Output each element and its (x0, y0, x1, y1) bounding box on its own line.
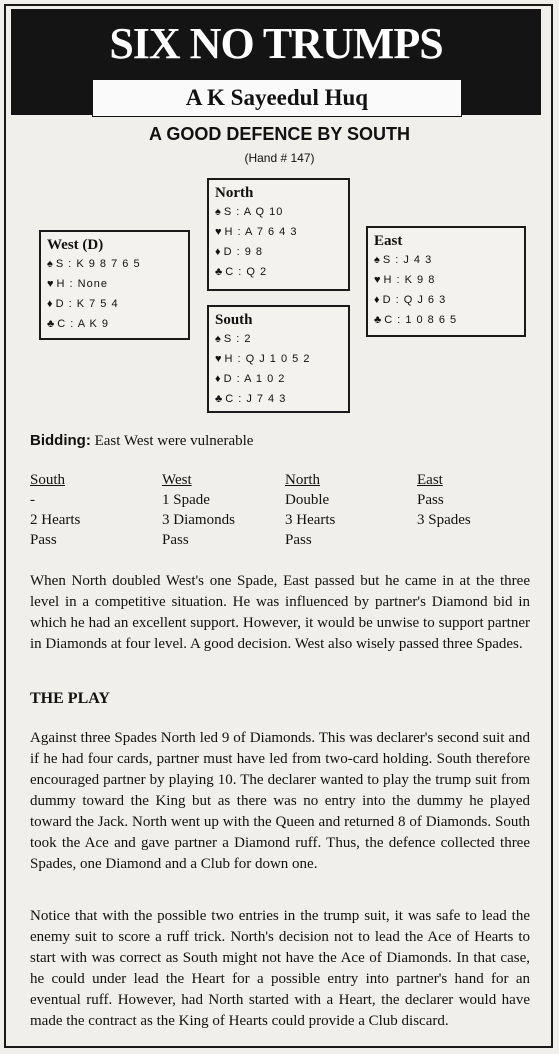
bid: 3 Spades (417, 512, 471, 528)
hand-west (39, 230, 190, 340)
heart-icon: ♥ (215, 226, 223, 238)
spade-icon: ♠ (47, 258, 54, 270)
hand-south-spades: ♠ S : 2 (215, 333, 252, 345)
hand-south-diamonds: ♦ D : A 1 0 2 (215, 373, 286, 385)
hand-east-hearts: ♥ H : K 9 8 (374, 274, 436, 286)
hand-north-clubs: ♣ C : Q 2 (215, 266, 268, 278)
conclusion-paragraph: Notice that with the possible two entries in the trump suit, it was safe to lead the enemy suit to score a ruff trick. North's decision not to lead the Ace of Hearts to start with was correct as South might not have the Ace of Diamonds. In that case, he could under lead the Heart for a possible entry into partner's hand for an eventual ruff. However, had North started with a Heart, the declarer would have made the contract as the King of Hearts could provide a Club discard. (30, 908, 530, 1029)
hand-north-name: North (215, 185, 254, 201)
bid: Pass (30, 532, 57, 548)
hand-number: (Hand # 147) (244, 151, 315, 165)
article-heading: A GOOD DEFENCE BY SOUTH (148, 124, 411, 144)
spade-icon: ♠ (374, 254, 381, 266)
spade-icon: ♠ (215, 333, 222, 345)
bid: 3 Diamonds (162, 512, 235, 528)
hand-east-clubs: ♣ C : 1 0 8 6 5 (374, 314, 458, 326)
hand-west-name: West (D) (47, 237, 104, 253)
bidding-column-north (285, 470, 335, 550)
heart-icon: ♥ (374, 274, 382, 286)
hand-west-spades: ♠ S : K 9 8 7 6 5 (47, 258, 141, 270)
hand-north (207, 178, 350, 291)
hand-east-diamonds: ♦ D : Q J 6 3 (374, 294, 447, 306)
bidding-heading (30, 432, 253, 450)
play-paragraph: Against three Spades North led 9 of Diamonds. This was declarer's second suit and if he had four cards, partner must have led from two-card holding. South therefore encouraged partner by playing 10. The declarer wanted to play the trump suit from dummy toward the King but as there was no entry into the dummy he played toward the Jack. North went up with the Queen and returned 8 of Diamonds. South took the Ace and gave partner a Diamond ruff. Thus, the defence collected three Spades, one Diamond and a Club for down one. (30, 730, 530, 872)
author-name: A K Sayeedul Huq (185, 85, 369, 110)
hand-west-clubs: ♣ C : A K 9 (47, 318, 110, 330)
hand-south-name: South (215, 312, 253, 328)
hand-north-hearts: ♥ H : A 7 6 4 3 (215, 226, 298, 238)
bidding-label: Bidding: (30, 432, 91, 449)
bidding-column-header: South (30, 472, 66, 488)
bid: Pass (285, 532, 312, 548)
column-title: SIX NO TRUMPS (109, 19, 443, 68)
play-heading: THE PLAY (30, 690, 110, 707)
club-icon: ♣ (215, 393, 224, 405)
bid: Pass (417, 492, 444, 508)
author-box (92, 79, 462, 117)
bidding-column-header: West (162, 472, 192, 488)
heart-icon: ♥ (215, 353, 223, 365)
bidding-column-header: North (285, 472, 320, 488)
diamond-icon: ♦ (374, 294, 381, 306)
column-banner (11, 9, 541, 115)
bid: 2 Hearts (30, 512, 81, 528)
bid: Pass (162, 532, 189, 548)
bid: Double (285, 492, 330, 508)
hand-south-hearts: ♥ H : Q J 1 0 5 2 (215, 353, 311, 365)
hand-west-hearts: ♥ H : None (47, 278, 108, 290)
club-icon: ♣ (47, 318, 56, 330)
intro-paragraph: When North doubled West's one Spade, East passed but he came in at the three level in a competitive situation. He was influenced by partner's Diamond bid in which he had an excellent support. However, it would be unwise to support partner in Diamonds at four level. A good decision. West also wisely passed three Spades. (30, 573, 530, 652)
hand-west-diamonds: ♦ D : K 7 5 4 (47, 298, 119, 310)
bid: - (30, 492, 35, 508)
club-icon: ♣ (215, 266, 224, 278)
hand-east-spades: ♠ S : J 4 3 (374, 254, 433, 266)
heart-icon: ♥ (47, 278, 55, 290)
bid: 1 Spade (162, 492, 210, 508)
club-icon: ♣ (374, 314, 383, 326)
hand-north-spades: ♠ S : A Q 10 (215, 206, 284, 218)
diamond-icon: ♦ (47, 298, 54, 310)
bidding-column-east (417, 470, 471, 530)
diamond-icon: ♦ (215, 373, 222, 385)
bidding-column-header: East (417, 472, 443, 488)
bidding-column-west (162, 470, 235, 550)
hand-east-name: East (374, 233, 403, 249)
bidding-note: East West were vulnerable (94, 433, 254, 449)
hand-south-clubs: ♣ C : J 7 4 3 (215, 393, 287, 405)
hand-north-diamonds: ♦ D : 9 8 (215, 246, 264, 258)
hand-east (366, 226, 526, 337)
diamond-icon: ♦ (215, 246, 222, 258)
bidding-column-south (30, 470, 80, 550)
hand-south (207, 305, 350, 413)
spade-icon: ♠ (215, 206, 222, 218)
bid: 3 Hearts (285, 512, 336, 528)
